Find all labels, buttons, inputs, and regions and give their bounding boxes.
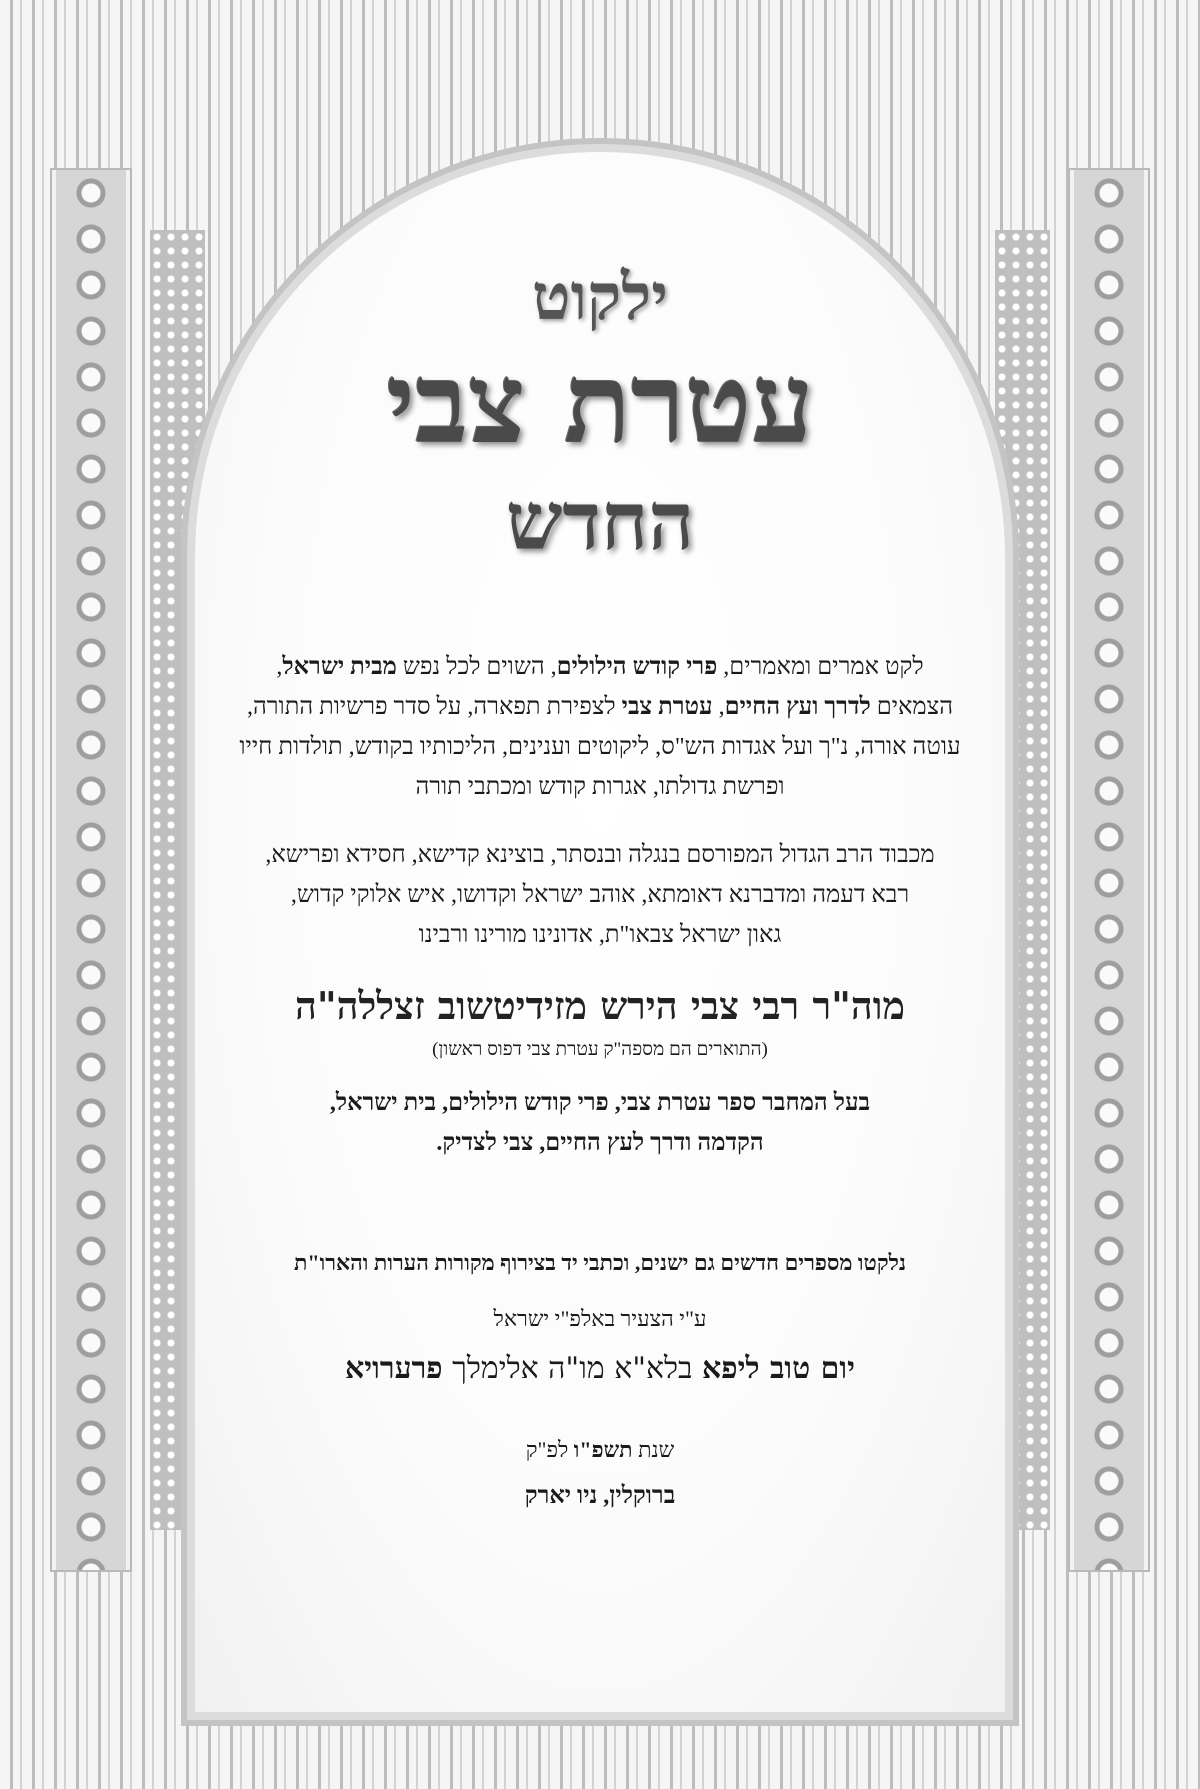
honor-line-1: מכבוד הרב הגדול המפורסם בנגלה ובנסתר, בוצינא קדישא, חסידא ופרישא,	[265, 842, 935, 868]
publication-place: ברוקלין, ניו יארק	[524, 1483, 676, 1509]
intro-line-2: הצמאים לדרך ועץ החיים, עטרת צבי לצפירת תפארה, על סדר פרשיות התורה,	[246, 694, 954, 720]
intro-line-1: לקט אמרים ומאמרים, פרי קודש הילולים, השוים לכל נפש מבית ישראל,	[276, 654, 924, 680]
publication-year: שנת תשפ"ו לפ"ק	[525, 1437, 675, 1462]
author-of-line-1: בעל המחבר ספר עטרת צבי, פרי קודש הילולים, בית ישראל,	[329, 1090, 871, 1116]
intro-line-4: ופרשת גדולתו, אגרות קודש ומכתבי תורה	[415, 774, 785, 800]
honor-paragraph	[215, 835, 985, 955]
ornament-column-left	[52, 170, 130, 1570]
honor-line-3: גאון ישראל צבאו"ת, אדונינו מורינו ורבינו	[418, 922, 782, 948]
intro-paragraph	[215, 647, 985, 807]
intro-line-3: עוטה אורה, נ"ך ועל אגדות הש"ס, ליקוטים וענינים, הליכותיו בקודש, תולדות חייו	[239, 734, 961, 760]
title-content	[215, 260, 985, 1516]
titles-note: (התוארים הם מספה"ק עטרת צבי דפוס ראשון)	[432, 1039, 768, 1060]
title-hechadash: החדש	[505, 474, 695, 568]
title-yalkut: ילקוט	[532, 260, 668, 335]
book-title: עטרת צבי	[386, 339, 814, 468]
rav-name: מוה"ר רבי צבי הירש מזידיטשוב זצללה"ה	[294, 983, 906, 1028]
author-of-paragraph	[215, 1083, 985, 1163]
by-line: ע"י הצעיר באלפ"י ישראל	[493, 1306, 707, 1331]
ornament-column-right	[1070, 170, 1148, 1570]
honor-line-2: רבא דעמה ומדברנא דאומתא, אוהב ישראל וקדושו, איש אלוקי קדוש,	[290, 882, 910, 908]
author-of-line-2: הקדמה ודרך לעץ החיים, צבי לצדיק.	[436, 1130, 764, 1156]
author-name: יום טוב ליפא בלא"א מו"ה אלימלך פרערויא	[345, 1351, 855, 1386]
collected-line: נלקטו מספרים חדשים גם ישנים, וכתבי יד בצירוף מקורות הערות והארו"ת	[293, 1250, 907, 1275]
